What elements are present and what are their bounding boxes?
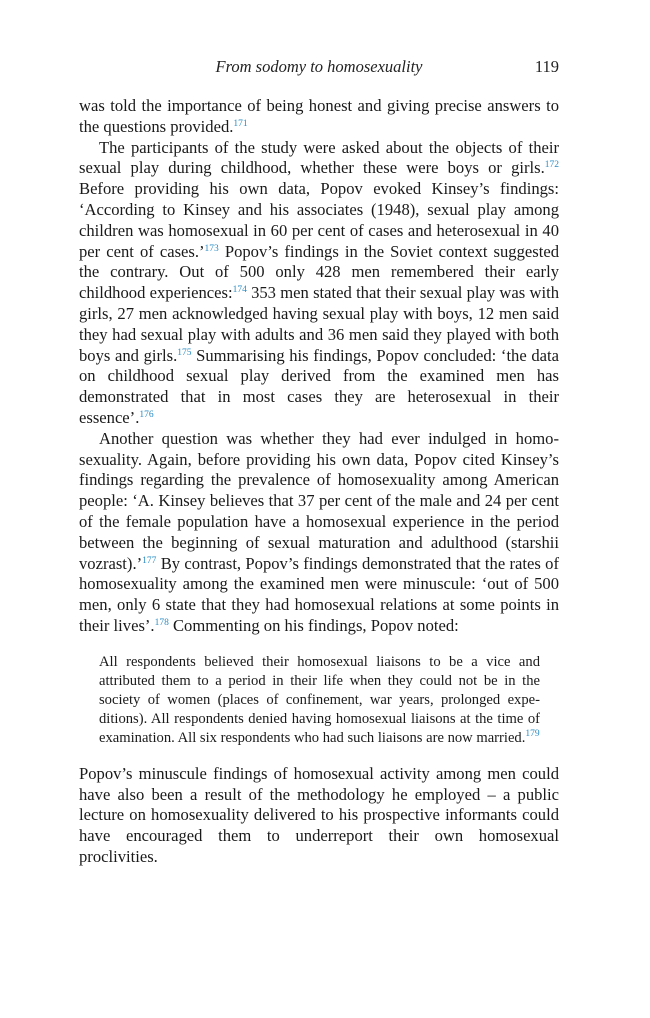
footnote-ref[interactable]: 175 <box>177 347 192 358</box>
footnote-ref[interactable]: 172 <box>544 160 559 171</box>
running-head <box>79 57 559 79</box>
paragraph-text: Summarising his findings, Popov concluded: ‘the data on childhood sexual play derived from the examined men has demonstrated that in most cases they are heterosexual in their essence’. <box>79 345 559 427</box>
paragraph-text: was told the importance of being honest and giving precise answers to the questions provided. <box>79 96 559 136</box>
paragraph-text: Popov’s minuscule findings of homosexual activity among men could have also been a result of the methodology he employed – a public lecture on homosexuality delivered to his prospective informants could have encouraged them to underreport their own homosexual proclivities. <box>79 763 559 866</box>
paragraph-text: By contrast, Popov’s findings demonstrated that the rates of homosexuality among the examined men were minuscule: ‘out of 500 men, only 6 state that they had homosexual relations at some points in their lives’. <box>79 553 559 635</box>
paragraph-homosexuality-prevalence <box>79 429 559 637</box>
paragraph-methodology <box>79 764 559 868</box>
paragraph-text: The participants of the study were asked about the objects of their sexual play during childhood, whether these were boys or girls. <box>79 137 559 178</box>
paragraph-text: Another question was whether they had ever indulged in homosexuality. Again, before providing his own data, Popov cited Kinsey’s findings regarding the prevalence of homosexuality among American people: ‘A. Kinsey believes that 37 per cent of the male and 24 per cent of the female population have a homosexual experience in the period between the beginning of sexual maturation and adulthood (starshii vozrast).’ <box>79 428 559 573</box>
paragraph-continuation <box>79 96 559 138</box>
block-quote <box>99 653 540 748</box>
paragraph-text: Commenting on his findings, Popov noted: <box>168 615 459 635</box>
paragraph-text: Popov’s findings in the Soviet context suggested the contrary. Out of 500 only 428 men remembered their early childhood experiences: <box>79 241 559 303</box>
paragraph-text: 353 men stated that their sexual play was with girls, 27 men acknowledged having sexual play with boys, 12 men said they had sexual play with adults and 36 men said they played with both boys and girls. <box>79 283 559 365</box>
footnote-ref[interactable]: 178 <box>154 617 169 628</box>
paragraph-text: Before providing his own data, Popov evoked Kinsey’s findings: ‘According to Kinsey and his associates (1948), sexual play among children was homosexual in 60 per cent of cases and heterosexual in 40 per cent of cases.’ <box>79 179 559 261</box>
quote-paragraph <box>99 653 540 748</box>
footnote-ref[interactable]: 173 <box>204 243 219 254</box>
running-title: From sodomy to homosexuality <box>215 57 423 76</box>
quote-text: All respondents believed their homosexual liaisons to be a vice and attributed them to a period in their life when they could not be in the society of women (places of confinement, war years, prolonged expeditions). All respondents denied having homosexual liaisons at the time of examination. All six respondents who had such liaisons are now married. <box>99 653 540 746</box>
body-text <box>79 96 559 868</box>
paragraph-childhood-play <box>79 138 559 429</box>
footnote-ref[interactable]: 179 <box>525 728 540 739</box>
footnote-ref[interactable]: 177 <box>142 555 157 566</box>
page-number: 119 <box>534 57 559 76</box>
footnote-ref[interactable]: 171 <box>233 118 248 129</box>
footnote-ref[interactable]: 174 <box>232 285 247 296</box>
footnote-ref[interactable]: 176 <box>139 409 154 420</box>
